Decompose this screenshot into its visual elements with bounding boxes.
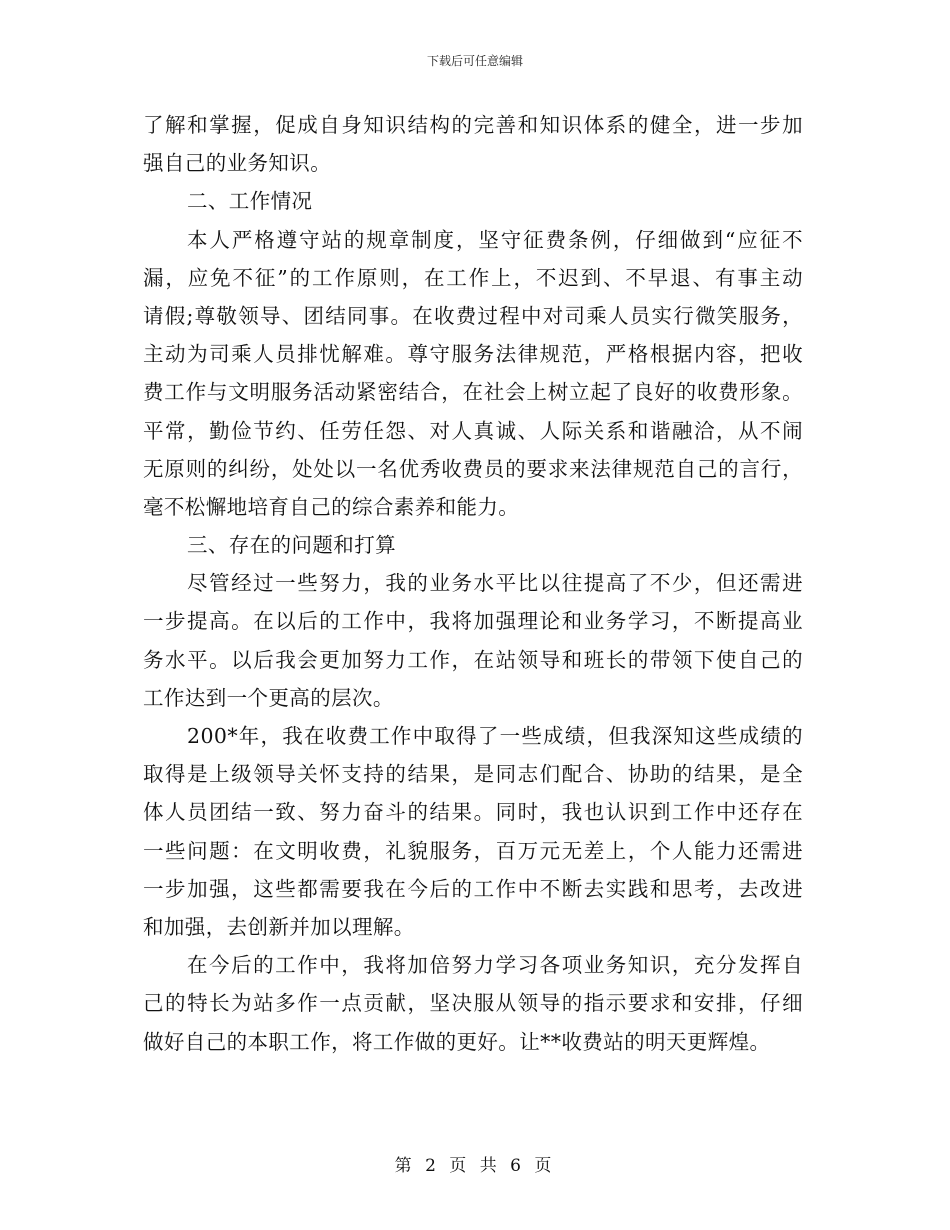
body-line: 做好自己的本职工作，将工作做的更好。让**收费站的明天更辉煌。 [143, 1029, 771, 1054]
body-line: 取得是上级领导关怀支持的结果，是同志们配合、协助的结果，是全 [143, 762, 803, 787]
page-header-note: 下载后可任意编辑 [426, 54, 523, 68]
body-line: 费工作与文明服务活动紧密结合，在社会上树立起了良好的收费形象。 [143, 380, 803, 405]
body-line: 尽管经过一些努力，我的业务水平比以往提高了不少，但还需进 [187, 571, 803, 596]
section-heading-work: 二、工作情况 [187, 189, 313, 214]
body-line: 强自己的业务知识。 [143, 151, 332, 176]
body-line: 体人员团结一致、努力奋斗的结果。同时，我也认识到工作中还存在 [143, 800, 803, 825]
body-line: 毫不松懈地培育自己的综合素养和能力。 [143, 494, 520, 519]
body-line: 工作达到一个更高的层次。 [143, 685, 394, 710]
page-number-footer: 第 2 页 共 6 页 [394, 1156, 556, 1176]
document-body [143, 106, 803, 1061]
body-line: 在今后的工作中，我将加倍努力学习各项业务知识，充分发挥自 [187, 953, 803, 978]
body-line: 和加强，去创新并加以理解。 [143, 914, 415, 939]
body-line: 己的特长为站多作一点贡献，坚决服从领导的指示要求和安排，仔细 [143, 991, 803, 1016]
section-heading-issues: 三、存在的问题和打算 [187, 533, 396, 558]
body-line: 请假;尊敬领导、团结同事。在收费过程中对司乘人员实行微笑服务， [143, 303, 803, 328]
body-line: 一步提高。在以后的工作中，我将加强理论和业务学习，不断提高业 [143, 609, 803, 634]
body-line: 了解和掌握，促成自身知识结构的完善和知识体系的健全，进一步加 [143, 113, 803, 137]
body-line: 漏，应免不征”的工作原则，在工作上，不迟到、不早退、有事主动 [143, 265, 803, 290]
body-line: 平常，勤俭节约、任劳任怨、对人真诚、人际关系和谐融洽，从不闹 [143, 418, 803, 443]
body-line: 主动为司乘人员排忧解难。尊守服务法律规范，严格根据内容，把收 [143, 342, 803, 367]
body-line: 无原则的纠纷，处处以一名优秀收费员的要求来法律规范自己的言行， [143, 456, 803, 481]
body-line: 务水平。以后我会更加努力工作，在站领导和班长的带领下使自己的 [143, 647, 803, 672]
body-line: 200*年，我在收费工作中取得了一些成绩，但我深知这些成绩的 [187, 724, 803, 748]
body-line: 一步加强，这些都需要我在今后的工作中不断去实践和思考，去改进 [143, 876, 803, 901]
body-line: 一些问题：在文明收费，礼貌服务，百万元无差上，个人能力还需进 [143, 838, 803, 863]
body-line: 本人严格遵守站的规章制度，坚守征费条例，仔细做到“应征不 [187, 227, 803, 252]
